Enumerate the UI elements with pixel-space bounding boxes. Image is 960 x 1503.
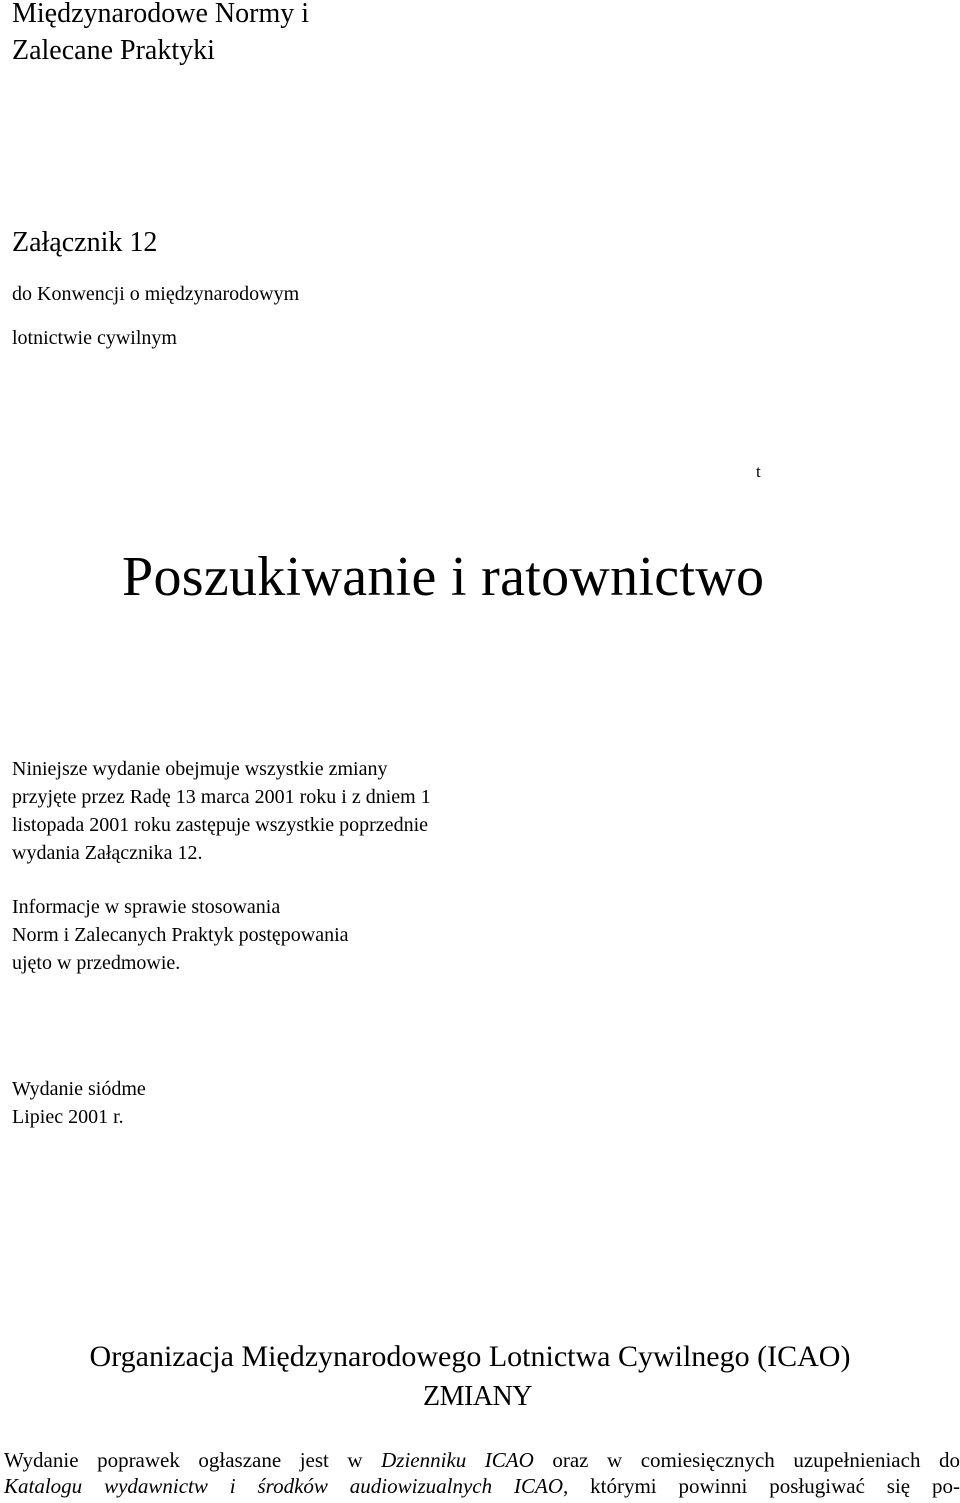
footer-line-1-text-b: oraz w comiesięcznych uzupełnieniach do	[533, 1448, 960, 1472]
edition-note-line-1: Niniejsze wydanie obejmuje wszystkie zmiany	[12, 758, 388, 780]
organization-name: Organizacja Międzynarodowego Lotnictwa Cywilnego (ICAO)	[89, 1340, 851, 1373]
info-note-line-3: ujęto w przedmowie.	[12, 952, 181, 974]
footer-line-2-text-b: którymi powinni posługiwać się po-	[568, 1474, 960, 1498]
series-title-line-1: Międzynarodowe Normy i	[12, 0, 310, 29]
info-note-line-1: Informacje w sprawie stosowania	[12, 896, 281, 918]
annex-title: Załącznik 12	[12, 227, 158, 258]
footer-catalogue-title: Katalogu wydawnictw i środków audiowizualnych ICAO,	[4, 1474, 569, 1498]
footer-line-1-text-a: Wydanie poprawek ogłaszane jest w	[4, 1448, 382, 1472]
footer-line-2	[4, 1474, 960, 1499]
info-note-line-2: Norm i Zalecanych Praktyk postępowania	[12, 924, 349, 946]
footer-journal-title: Dzienniku ICAO	[381, 1448, 534, 1472]
edition-date: Lipiec 2001 r.	[12, 1106, 124, 1128]
series-title-line-2: Zalecane Praktyki	[12, 35, 215, 66]
edition-label: Wydanie siódme	[12, 1078, 146, 1100]
edition-note-line-3: listopada 2001 roku zastępuje wszystkie poprzednie	[12, 814, 428, 836]
edition-note-line-2: przyjęte przez Radę 13 marca 2001 roku i z dniem 1	[12, 786, 431, 808]
footer-line-1	[4, 1448, 960, 1473]
edition-note-line-4: wydania Załącznika 12.	[12, 842, 203, 864]
stray-mark: t	[756, 462, 761, 481]
main-title: Poszukiwanie i ratownictwo	[122, 546, 765, 608]
convention-line-2: lotnictwie cywilnym	[12, 327, 177, 349]
amendments-heading: ZMIANY	[423, 1381, 532, 1412]
convention-line-1: do Konwencji o międzynarodowym	[12, 283, 300, 305]
